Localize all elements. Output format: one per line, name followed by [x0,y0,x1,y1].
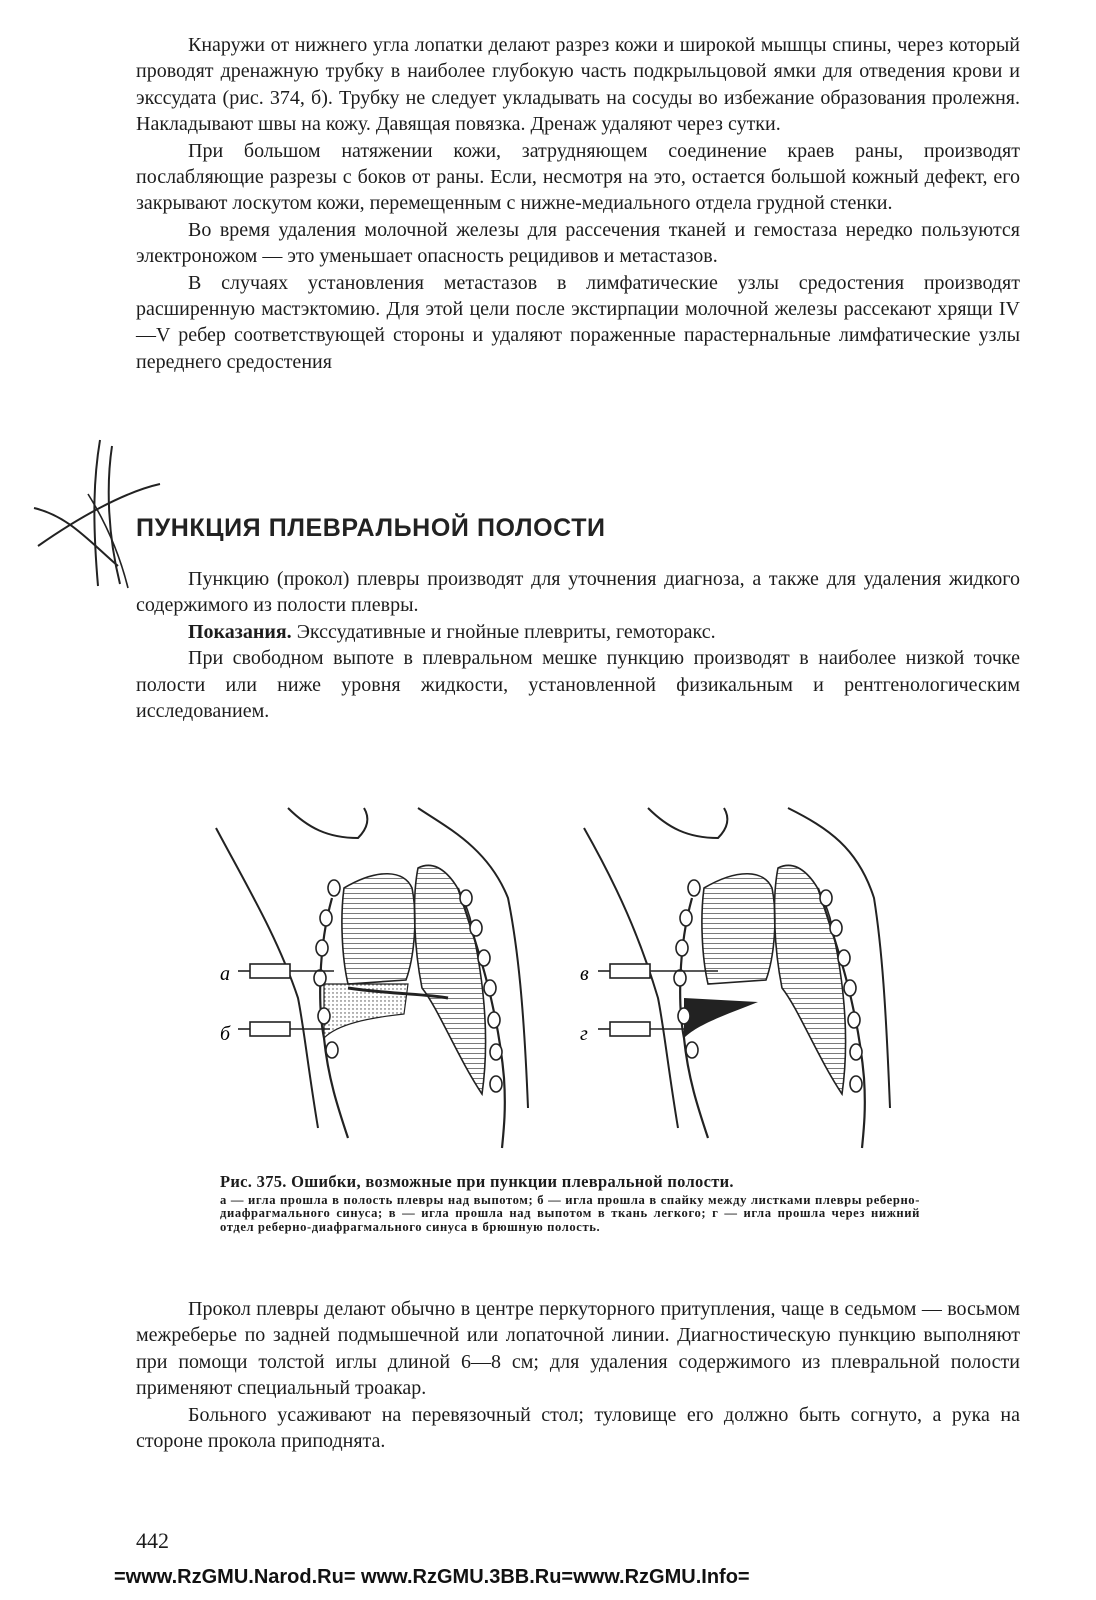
pleural-puncture-illustration [208,788,968,1168]
page-number: 442 [136,1528,169,1553]
top-text-block [136,32,1020,375]
right-diagram [580,808,890,1148]
section-heading: ПУНКЦИЯ ПЛЕВРАЛЬНОЙ ПОЛОСТИ [136,514,606,542]
left-diagram [216,808,528,1148]
label-g: г [580,1023,588,1045]
label-v: в [580,963,589,985]
caption-description: а — игла прошла в полость плевры над выпотом; б — игла прошла в спайку между листками плевры реберно-диафрагмального синуса; в — игла прошла над выпотом в ткань легкого; г — игла прошла через нижний отдел реберно-диафрагмального синуса в брюшную полость. [220,1193,920,1234]
indications-label: Показания. [188,620,292,643]
paragraph-puncture-intro: Пункцию (прокол) плевры производят для уточнения диагноза, а также для удаления жидкого содержимого из полости плевры. [136,568,1020,617]
paragraph-extended-mastectomy: В случаях установления метастазов в лимфатические узлы средостения производят расширенную мастэктомию. Для этой цели после экстирпации молочной железы рассекают хрящи IV—V ребер соответствующей стороны и удаляют пораженные парастернальные лимфатические узлы переднего средостения [136,271,1020,373]
paragraph-indications [136,619,1020,645]
label-a: а [220,963,230,985]
figure-375 [208,788,968,1168]
figure-caption [220,1172,920,1234]
paragraph-electroknife: Во время удаления молочной железы для рассечения тканей и гемостаза нередко пользуются электроножом — это уменьшает опасность рецидивов и метастазов. [136,218,1020,268]
caption-title: Рис. 375. Ошибки, возможные при пункции плевральной полости. [220,1172,734,1191]
label-b: б [220,1023,231,1045]
paragraph-puncture-site: Прокол плевры делают обычно в центре перкуторного притупления, чаще в седьмом — восьмом межреберье по задней подмышечной или лопаточной линии. Диагностическую пункцию выполняют при помощи толстой иглы длиной 6—8 см; для удаления содержимого из плевральной полости применяют специальный троакар. [136,1298,1020,1400]
paragraph-patient-position: Больного усаживают на перевязочный стол; туловище его должно быть согнуто, а рука на стороне прокола приподнята. [136,1403,1020,1453]
paragraph-drainage: Кнаружи от нижнего угла лопатки делают разрез кожи и широкой мышцы спины, через который проводят дренажную трубку в наиболее глубокую часть подкрыльцовой ямки для отведения крови и экссудата (рис. 374, б). Трубку не следует укладывать на сосуды во избежание образования пролежня. Накладывают швы на кожу. Давящая повязка. Дренаж удаляют через сутки. [136,34,1020,136]
paragraph-skin-tension: При большом натяжении кожи, затрудняющем соединение краев раны, производят послабляющие разрезы с боков от раны. Если, несмотря на это, остается большой кожный дефект, его закрывают лоскутом кожи, перемещенным с нижне-медиального отдела грудной стенки. [136,139,1020,215]
section-text-block [136,566,1020,724]
paragraph-free-effusion: При свободном выпоте в плевральном мешке пункцию производят в наиболее низкой точке полости или ниже уровня жидкости, установленной физикальным и рентгенологическим исследованием. [136,647,1020,723]
indications-text: Экссудативные и гнойные плевриты, гемоторакс. [291,620,716,643]
bottom-text-block [136,1296,1020,1454]
footer-watermark: =www.RzGMU.Narod.Ru= www.RzGMU.3BB.Ru=www.RzGMU.Info= [114,1566,750,1588]
